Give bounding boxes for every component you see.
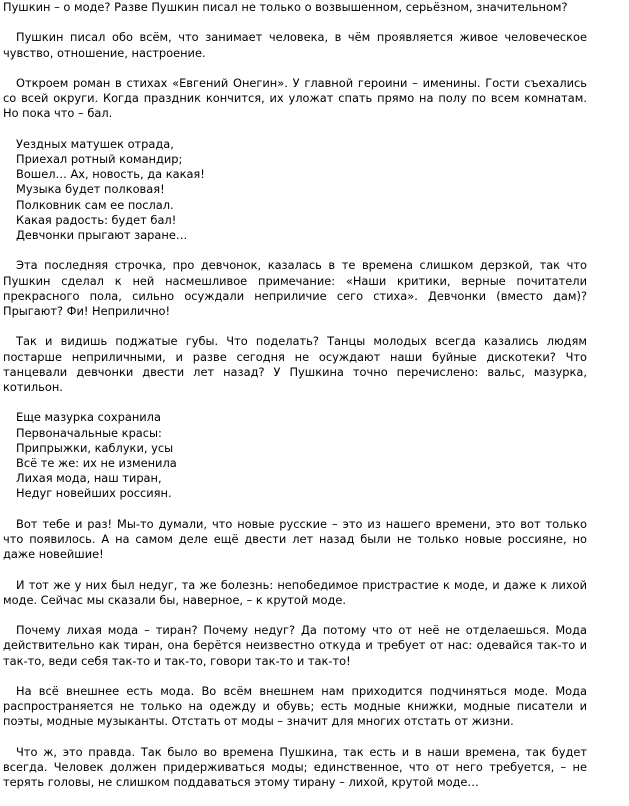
paragraph-fashion-tyrant: Почему лихая мода – тиран? Почему недуг? Да потому что от неё не отделаешься. Мода действительно как тиран, она берётся неизвестно откуда и требует от нас: одевайся так-то и так-то, веди себя так-то и так-то, говори так-то и так-то! bbox=[3, 623, 587, 668]
verse-line: Вошел… Ах, новость, да какая! bbox=[16, 167, 205, 182]
paragraph-intro-question: Пушкин – о моде? Разве Пушкин писал не только о возвышенном, серьёзном, значительном? bbox=[3, 0, 568, 14]
paragraph-fashion-everywhere: На всё внешнее есть мода. Во всём внешнем нам приходится подчиняться моде. Мода распространяется не только на одежду и обувь; есть модные книжки, модные писатели и поэты, модные музыканты. Отстать от моды – значит для многих отстать от жизни. bbox=[3, 683, 587, 729]
paragraph-conclusion: Что ж, это правда. Так было во времена Пушкина, так есть и в наши времена, так будет всегда. Человек должен придерживаться моды; единственное, что от него требуется, – не терять головы, не слишком поддаваться этому тирану – лихой, крутой моде… bbox=[3, 744, 587, 790]
verse-line: Первоначальные красы: bbox=[16, 425, 162, 440]
verse-line: Еще мазурка сохранила bbox=[16, 410, 161, 425]
verse-line: Припрыжки, каблуки, усы bbox=[16, 440, 174, 455]
verse-line: Уездных матушек отрада, bbox=[16, 136, 174, 151]
verse-line: Недуг новейших россиян. bbox=[16, 486, 172, 501]
paragraph-pushkin-wrote: Пушкин писал обо всём, что занимает человека, в чём проявляется живое человеческое чувство, отношение, настроение. bbox=[3, 30, 587, 60]
document-body bbox=[3, 0, 587, 806]
paragraph-onegin-ball: Откроем роман в стихах «Евгений Онегин». У главной героини – именины. Гости съехались со всей округи. Когда праздник кончится, их уложат спать прямо на полу по всем комнатам. Но пока что – бал. bbox=[3, 75, 587, 121]
verse-line: Всё те же: их не изменила bbox=[16, 456, 177, 470]
verse-line: Полковник сам ее послал. bbox=[16, 197, 174, 212]
verse-block-mazurka bbox=[3, 410, 587, 501]
verse-line: Какая радость: будет бал! bbox=[16, 212, 177, 227]
verse-block-ball bbox=[3, 137, 587, 243]
verse-line: Музыка будет полковая! bbox=[16, 182, 165, 197]
verse-line: Лихая мода, наш тиран, bbox=[16, 471, 162, 486]
verse-line: Приехал ротный командир; bbox=[16, 151, 183, 166]
paragraph-same-ailment: И тот же у них был недуг, та же болезнь: непобедимое пристрастие к моде, и даже к лихой моде. Сейчас мы сказали бы, наверное, – к крутой моде. bbox=[3, 577, 587, 607]
paragraph-new-russians: Вот тебе и раз! Мы-то думали, что новые русские – это из нашего времени, это вот только что появилось. А на самом деле ещё двести лет назад были не только новые россияне, но даже новейшие! bbox=[3, 516, 587, 562]
paragraph-pursed-lips: Так и видишь поджатые губы. Что поделать? Танцы молодых всегда казались людям постарше неприличными, и разве сегодня не осуждают наши буйные дискотеки? Что танцевали девчонки двести лет назад? У Пушкина точно перечислено: вальс, мазурка, котильон. bbox=[3, 334, 587, 394]
verse-line: Девчонки прыгают заране… bbox=[16, 228, 188, 242]
paragraph-last-line-note: Эта последняя строчка, про девчонок, казалась в те времена слишком дерзкой, так что Пушкин сделал к ней насмешливое примечание: «Наши критики, верные почитатели прекрасного пола, сильно осуждали неприличие сего стиха». Девчонки (вместо дам)? Прыгают? Фи! Неприлично! bbox=[3, 258, 587, 318]
